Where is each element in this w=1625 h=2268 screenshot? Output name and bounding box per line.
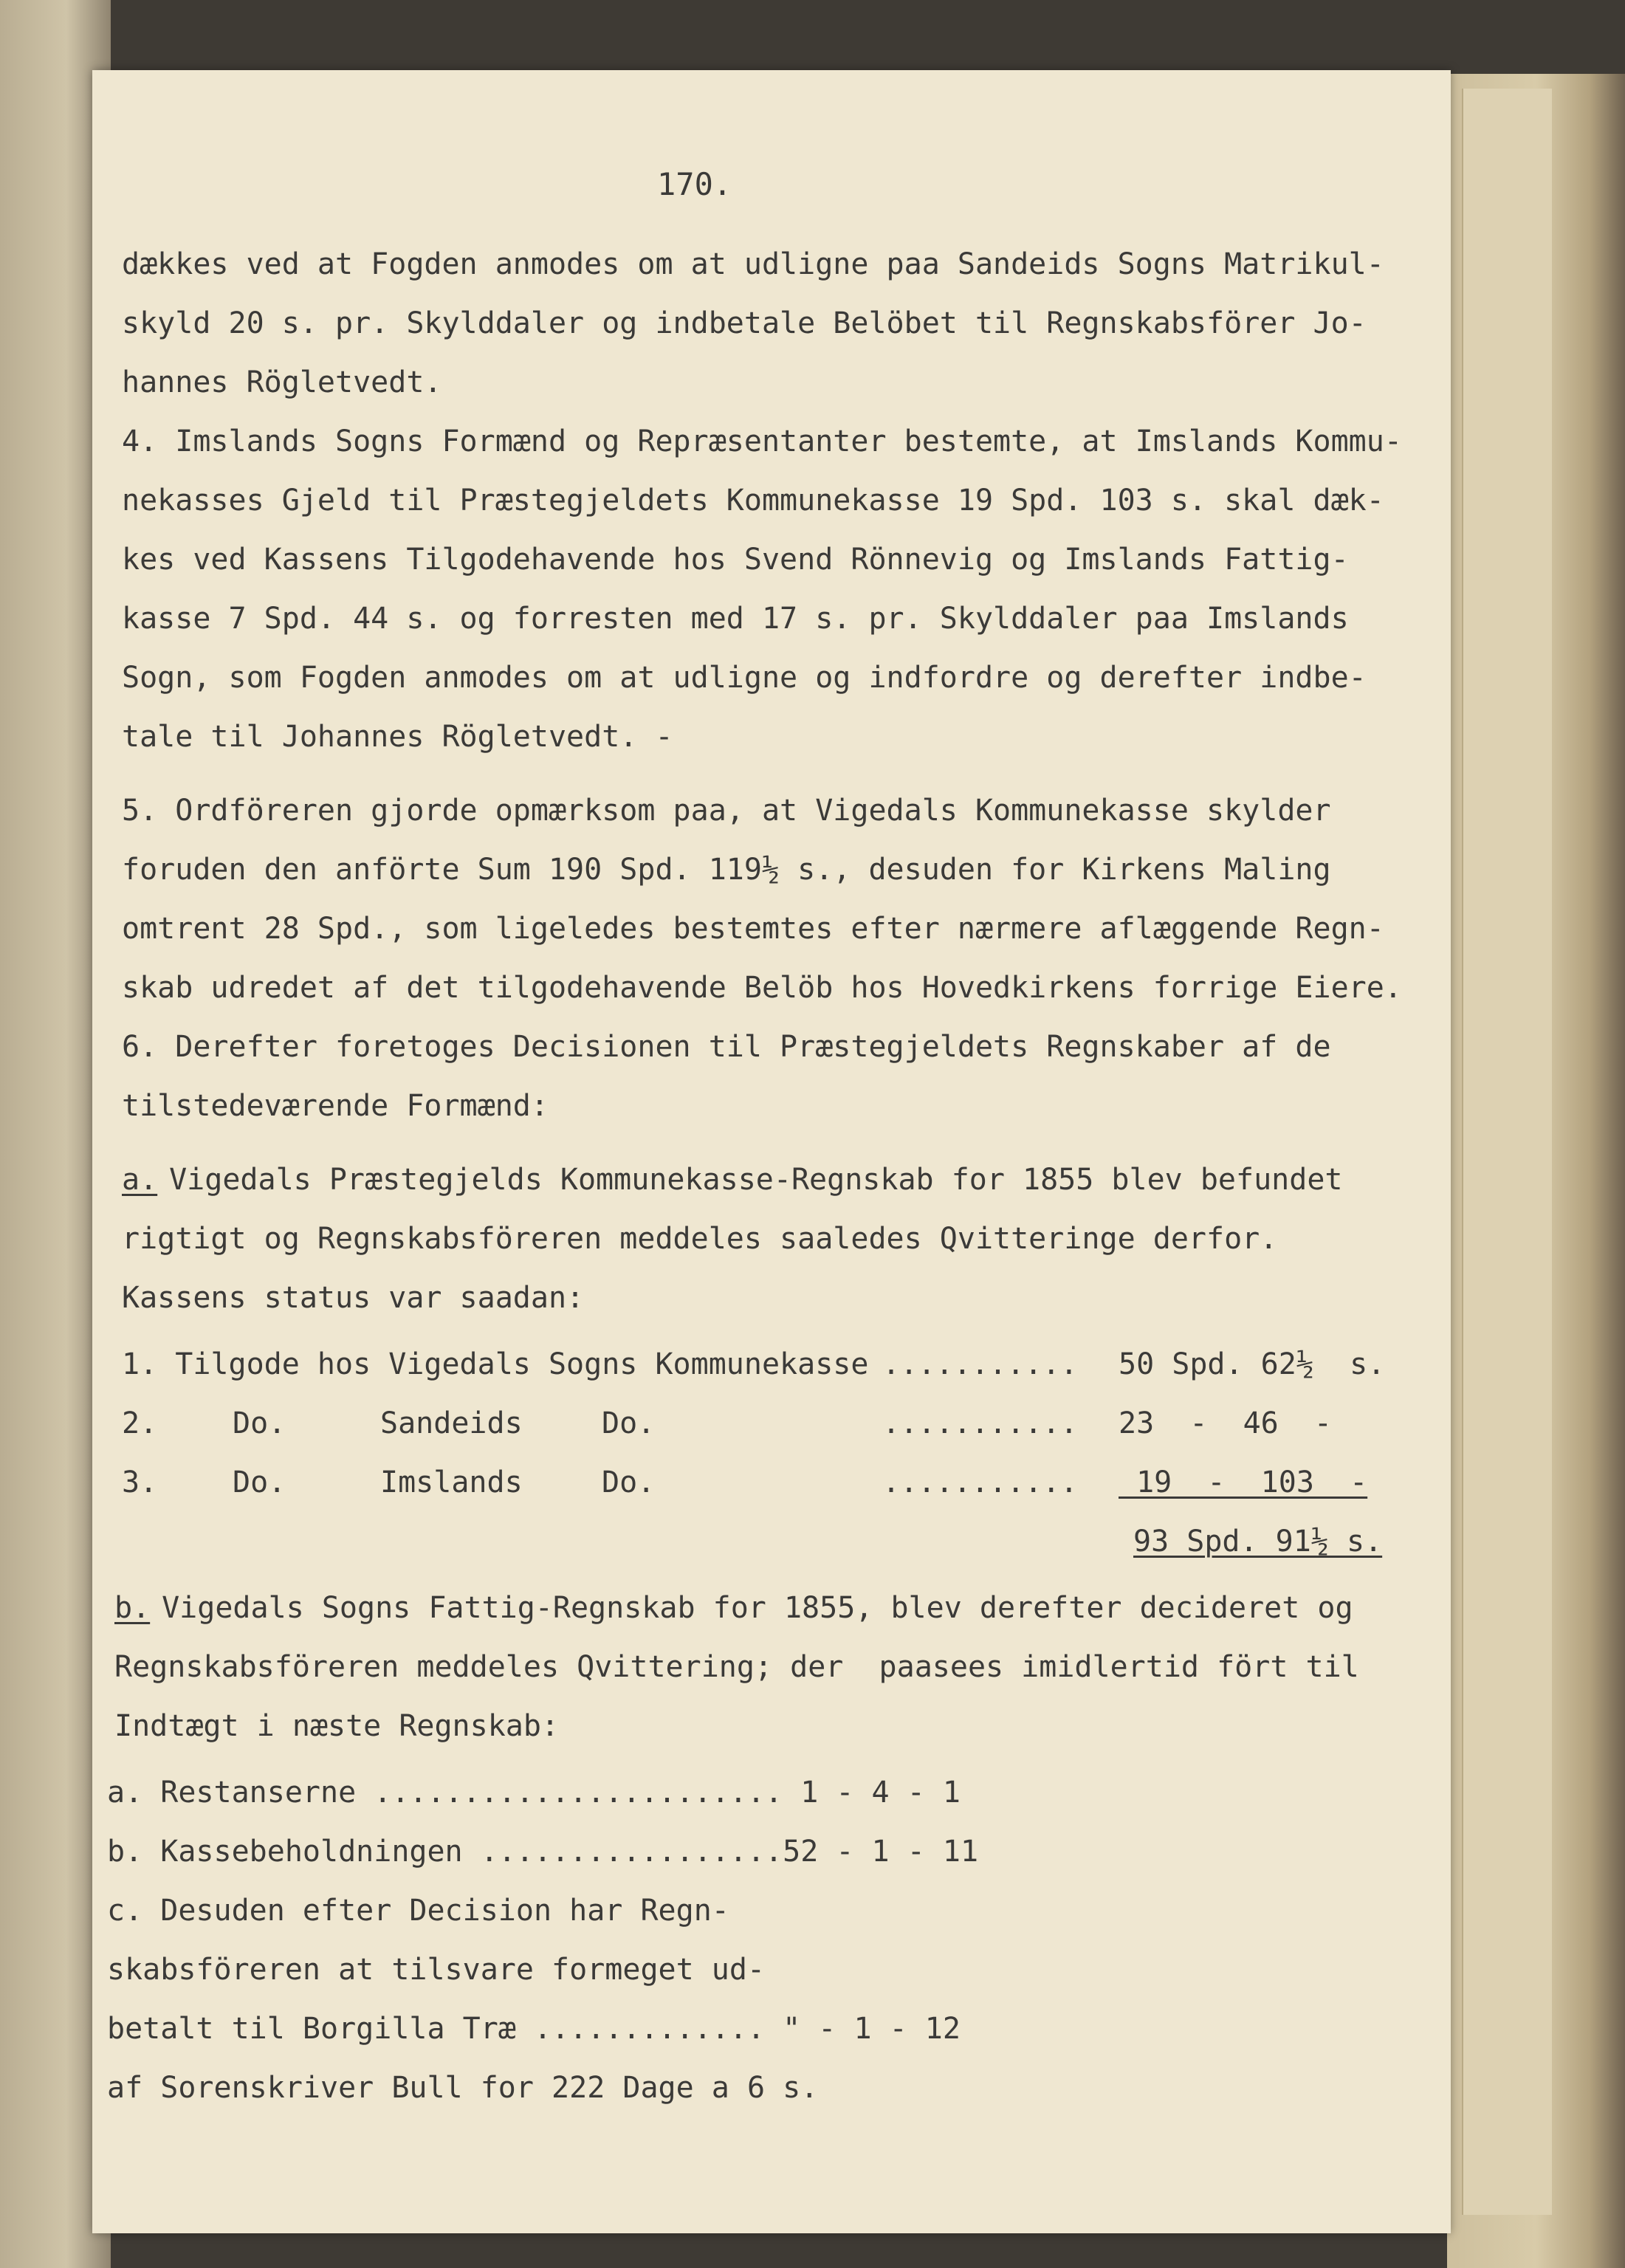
- paragraph-line: skab udredet af det tilgodehavende Belöb hos Hovedkirkens forrige Eiere.: [122, 971, 1402, 1005]
- paragraph-line: kasse 7 Spd. 44 s. og forresten med 17 s. pr. Skylddaler paa Imslands: [122, 602, 1349, 636]
- right-sheet-stack: [1462, 89, 1552, 2215]
- section-a-line: Kassens status var saadan:: [122, 1281, 585, 1315]
- paragraph-line: tale til Johannes Rögletvedt. -: [122, 720, 673, 754]
- paragraph-line: kes ved Kassens Tilgodehavende hos Svend Rönnevig og Imslands Fattig-: [122, 543, 1349, 577]
- section-b-line: Indtægt i næste Regnskab:: [114, 1709, 560, 1743]
- row-ditto: Do.: [602, 1406, 656, 1440]
- row-parish: Imslands: [380, 1465, 523, 1499]
- paragraph-line: 6. Derefter foretoges Decisionen til Præstegjeldets Regnskaber af de: [122, 1030, 1331, 1064]
- row-dots: ...........: [882, 1347, 1078, 1381]
- paragraph-line: skyld 20 s. pr. Skylddaler og indbetale Belöbet til Regnskabsförer Jo-: [122, 306, 1367, 340]
- row-number: 3.: [122, 1465, 158, 1499]
- row-amount: 19 - 103 -: [1119, 1465, 1368, 1499]
- paragraph-line: omtrent 28 Spd., som ligeledes bestemtes efter nærmere aflæggende Regn-: [122, 912, 1384, 946]
- section-b-item: c. Desuden efter Decision har Regn-: [107, 1894, 729, 1928]
- section-b-item: skabsföreren at tilsvare formeget ud-: [107, 1953, 766, 1987]
- section-b-item: b. Kassebeholdningen .................52 - 1 - 11: [107, 1835, 979, 1869]
- paragraph-line: tilstedeværende Formænd:: [122, 1089, 549, 1123]
- section-b-item: a. Restanserne ....................... 1 - 4 - 1: [107, 1776, 961, 1810]
- row-parish: Sandeids: [380, 1406, 523, 1440]
- section-a-marker: a.: [122, 1163, 158, 1197]
- row-dots: ...........: [882, 1465, 1078, 1499]
- section-b-line: Vigedals Sogns Fattig-Regnskab for 1855, blev derefter decideret og: [144, 1591, 1353, 1625]
- section-b-marker: b.: [114, 1591, 151, 1625]
- row-label: 1. Tilgode hos Vigedals Sogns Kommunekasse: [122, 1347, 869, 1381]
- row-amount: 23 - 46 -: [1119, 1406, 1332, 1440]
- row-ditto: Do.: [233, 1465, 286, 1499]
- paragraph-line: Sogn, som Fogden anmodes om at udligne og indfordre og derefter indbe-: [122, 661, 1367, 695]
- section-a-line: Vigedals Præstegjelds Kommunekasse-Regnskab for 1855 blev befundet: [151, 1163, 1343, 1197]
- row-dots: ...........: [882, 1406, 1078, 1440]
- paragraph-line: foruden den anförte Sum 190 Spd. 119½ s., desuden for Kirkens Maling: [122, 853, 1331, 887]
- document-page: [92, 70, 1451, 2233]
- paragraph-line: dækkes ved at Fogden anmodes om at udligne paa Sandeids Sogns Matrikul-: [122, 247, 1384, 281]
- page-number: 170.: [657, 166, 732, 202]
- row-ditto: Do.: [602, 1465, 656, 1499]
- row-ditto: Do.: [233, 1406, 286, 1440]
- paragraph-line: nekasses Gjeld til Præstegjeldets Kommunekasse 19 Spd. 103 s. skal dæk-: [122, 484, 1384, 518]
- section-b-item: betalt til Borgilla Træ ............. " - 1 - 12: [107, 2012, 961, 2046]
- paragraph-line: hannes Rögletvedt.: [122, 365, 442, 399]
- section-b-line: Regnskabsföreren meddeles Qvittering; der paasees imidlertid fört til: [114, 1650, 1359, 1684]
- right-book-edge: [1447, 74, 1625, 2268]
- section-b-item: af Sorenskriver Bull for 222 Dage a 6 s.: [107, 2071, 819, 2105]
- paragraph-line: 4. Imslands Sogns Formænd og Repræsentanter bestemte, at Imslands Kommu-: [122, 425, 1402, 458]
- paragraph-line: 5. Ordföreren gjorde opmærksom paa, at Vigedals Kommunekasse skylder: [122, 794, 1331, 828]
- row-number: 2.: [122, 1406, 158, 1440]
- row-amount: 50 Spd. 62½ s.: [1119, 1347, 1386, 1381]
- section-a-line: rigtigt og Regnskabsföreren meddeles saaledes Qvitteringe derfor.: [122, 1222, 1278, 1256]
- status-total: 93 Spd. 91½ s.: [1133, 1525, 1383, 1559]
